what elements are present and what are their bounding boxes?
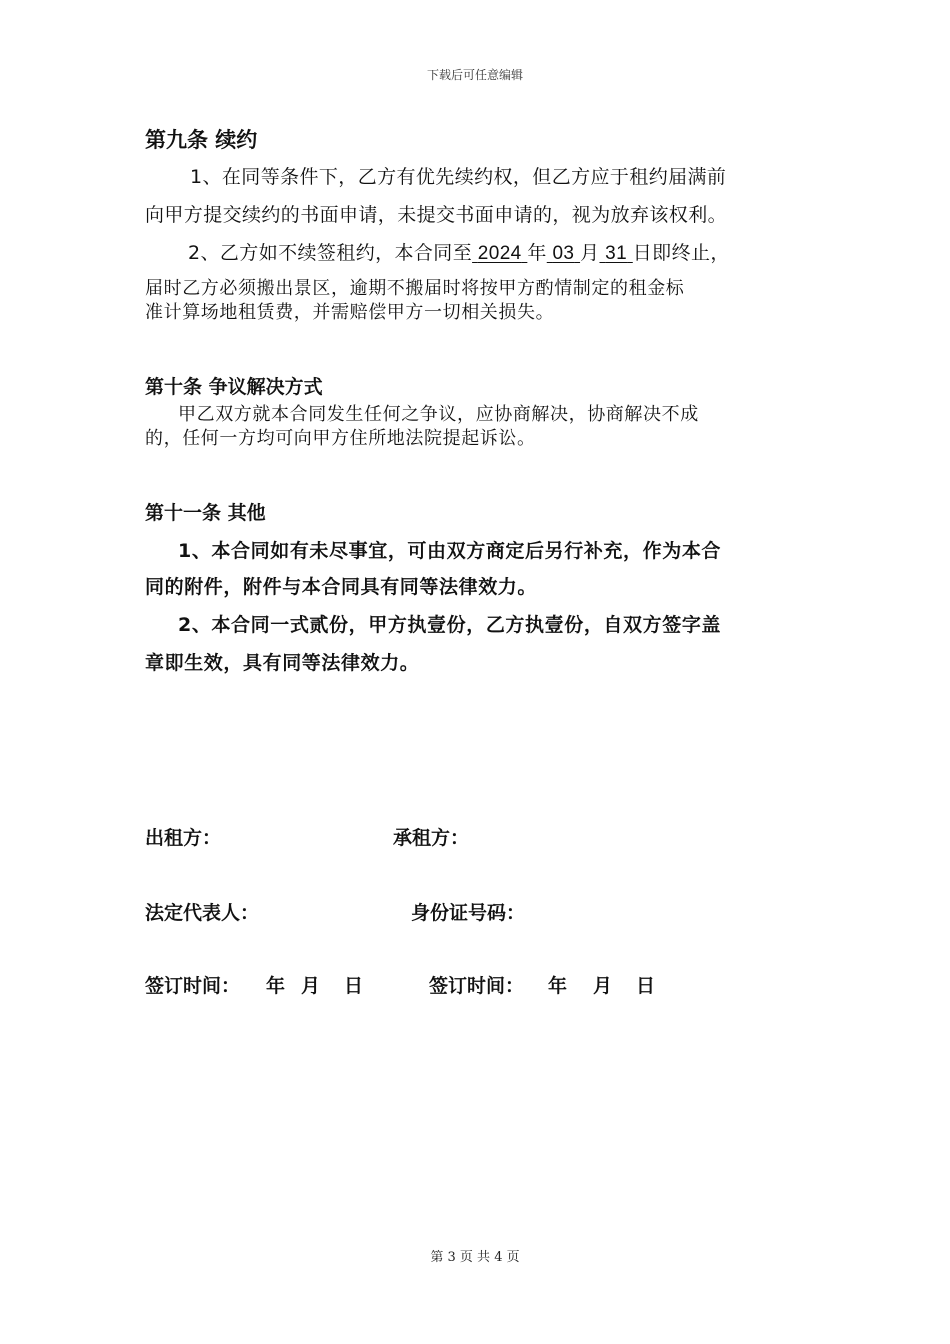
article-9-p2-line3: 准计算场地租赁费，并需赔偿甲方一切相关损失。 — [145, 302, 555, 323]
article-11-p2-line1: 2、本合同一式贰份，甲方执壹份，乙方执壹份，自双方签字盖 — [178, 614, 722, 636]
lessee-label: 承租方： — [393, 827, 470, 849]
lessor-label: 出租方： — [145, 827, 222, 849]
article-11-title: 第十一条 其他 — [145, 502, 266, 524]
sign-date-right-year: 年 — [548, 975, 568, 997]
sign-date-right-label: 签订时间： — [429, 975, 525, 997]
sign-date-left-month: 月 — [301, 975, 321, 997]
year-unit: 年 — [527, 242, 547, 264]
article-10-line1: 甲乙双方就本合同发生任何之争议，应协商解决，协商解决不成 — [178, 404, 699, 425]
sign-date-right-day: 日 — [636, 975, 656, 997]
article-10-title: 第十条 争议解决方式 — [145, 376, 323, 398]
sign-date-left-day: 日 — [344, 975, 364, 997]
legal-representative-label: 法定代表人： — [145, 902, 260, 924]
sign-date-left-year: 年 — [266, 975, 286, 997]
page-footer: 第 3 页 共 4 页 — [430, 1250, 520, 1265]
renewal-end-day: 31 — [605, 243, 628, 264]
renewal-end-year: 2024 — [477, 243, 522, 264]
article-9-p2-prefix: 2、乙方如不续签租约，本合同至 — [188, 242, 473, 264]
article-11-p1-line2: 同的附件，附件与本合同具有同等法律效力。 — [145, 576, 538, 598]
sign-date-left — [145, 971, 363, 998]
article-9-p1-line1: 1、在同等条件下，乙方有优先续约权，但乙方应于租约届满前 — [190, 166, 727, 188]
article-10-line2: 的，任何一方均可向甲方住所地法院提起诉讼。 — [145, 428, 536, 449]
article-11-p1-line1: 1、本合同如有未尽事宜，可由双方商定后另行补充，作为本合 — [178, 540, 722, 562]
month-unit: 月 — [580, 242, 600, 264]
article-9-p2-line1 — [188, 238, 730, 265]
sign-date-left-label: 签订时间： — [145, 975, 241, 997]
sign-date-right — [429, 971, 655, 998]
article-9-title: 第九条 续约 — [145, 128, 258, 152]
article-9-p2-line2: 届时乙方必须搬出景区，逾期不搬届时将按甲方酌情制定的租金标 — [145, 278, 685, 299]
id-number-label: 身份证号码： — [411, 902, 526, 924]
page-header: 下载后可任意编辑 — [426, 68, 523, 82]
article-11-p2-line2: 章即生效，具有同等法律效力。 — [145, 652, 420, 674]
renewal-end-month: 03 — [552, 243, 575, 264]
article-9-p2-suffix: 日即终止， — [632, 242, 730, 264]
sign-date-right-month: 月 — [593, 975, 613, 997]
article-9-p1-line2: 向甲方提交续约的书面申请，未提交书面申请的，视为放弃该权利。 — [145, 204, 728, 226]
